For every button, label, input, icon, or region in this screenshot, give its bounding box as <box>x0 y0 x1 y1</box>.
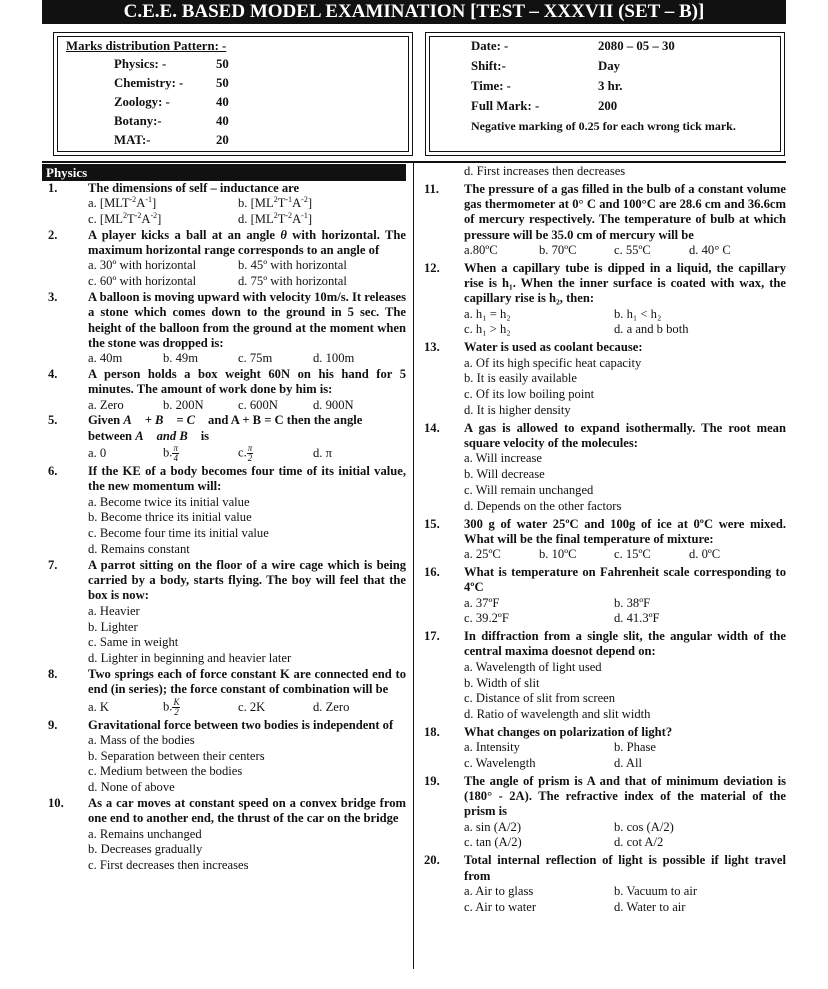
info-label: Date: - <box>471 39 509 53</box>
option-a[interactable]: a. sin (A/2) <box>464 819 522 834</box>
question-number: 19. <box>424 773 440 788</box>
option-b[interactable]: b. cos (A/2) <box>614 819 674 834</box>
question-number: 1. <box>48 181 58 195</box>
marks-value: 50 <box>216 57 229 71</box>
question-text: When a capillary tube is dipped in a liquid, the capillary rise is h₁. When the inner surface is coated with wax, the capillary rise is h₂, then: <box>464 260 786 306</box>
option-c[interactable]: c. 39.2ºF <box>464 611 509 626</box>
option-c[interactable]: c. tan (A/2) <box>464 835 522 850</box>
marks-subject: Zoology: - <box>114 95 170 109</box>
question-text: As a car moves at constant speed on a convex bridge from one end to another end, the thrust of the car on the bridge <box>88 795 406 826</box>
question-15 <box>418 517 786 563</box>
info-value: 200 <box>598 99 618 113</box>
question-10 <box>42 796 406 874</box>
option-b[interactable]: b. Lighter <box>88 619 138 634</box>
question-12 <box>418 261 786 338</box>
option-a[interactable]: a. Become twice its initial value <box>88 494 250 509</box>
option-a[interactable]: a. 40m <box>88 351 123 366</box>
option-d[interactable]: d. π <box>313 446 332 461</box>
option-b[interactable]: b. 49m <box>163 351 198 366</box>
option-c[interactable]: c. First decreases then increases <box>88 858 249 873</box>
question-number: 17. <box>424 629 440 644</box>
exam-title: C.E.E. BASED MODEL EXAMINATION [TEST – XXXVII (SET – B)] <box>42 0 786 24</box>
option-d[interactable]: d. 40° C <box>689 242 731 257</box>
option-a[interactable]: a.80ºC <box>464 242 498 257</box>
option-d[interactable]: d. a and b both <box>614 322 689 337</box>
option-b[interactable]: b. $[ML^2T^{-1}A^{-2}]$ <box>238 195 313 211</box>
option-b[interactable]: b. 10ºC <box>539 547 577 562</box>
question-text: What is temperature on Fahrenheit scale corresponding to 4ºC <box>464 564 786 595</box>
question-number: 10. <box>48 795 64 810</box>
question-text: A balloon is moving upward with velocity 10m/s. It releases a stone which comes down to the ground in 5 sec. The height of the balloon from the ground at the moment when the stone was dropped is: <box>88 290 406 350</box>
question-text: A person holds a box weight 60N on his hand for 5 minutes. The amount of work done by him is: <box>88 367 406 397</box>
option-a[interactable]: a. 37ºF <box>464 595 500 610</box>
option-a[interactable]: a. 25ºC <box>464 547 501 562</box>
question-text: A gas is allowed to expand isothermally. The root mean square velocity of the molecules: <box>464 420 786 451</box>
question-number: 7. <box>48 557 58 572</box>
option-d[interactable]: d. cot A/2 <box>614 835 664 850</box>
question-number: 16. <box>424 564 440 579</box>
marks-value: 40 <box>216 114 229 128</box>
question-text: A parrot sitting on the floor of a wire cage which is being carried by a body, starts flying. The boy will feel that the box is now: <box>88 557 406 603</box>
left-column <box>42 164 406 874</box>
question-text: Water is used as coolant because: <box>464 340 643 355</box>
option-a[interactable]: a. $[MLT^{-2}A^{-1}]$ <box>88 195 157 211</box>
question-text: The pressure of a gas filled in the bulb of a constant volume gas thermometer at 0° C and 100°C are 28.6 cm and 36.6cm of mercury respectively. The temperature of bulb at which pressure will be 35.0 cm of mercury will be <box>464 181 786 242</box>
marks-heading: Marks distribution Pattern: - <box>66 39 227 53</box>
option-c[interactable]: c. Wavelength <box>464 755 536 770</box>
question-19 <box>418 774 786 851</box>
right-column <box>418 164 786 915</box>
option-c[interactable]: c. 2K <box>238 699 266 714</box>
header-divider <box>42 161 786 163</box>
question-text: Total internal reflection of light is possible if light travel from <box>464 853 786 883</box>
option-b[interactable]: b. h₁ < h₂ <box>614 306 662 321</box>
question-text: What changes on polarization of light? <box>464 724 673 739</box>
option-c[interactable]: c. $[ML^2T^{-2}A^{-2}]$ <box>88 210 162 227</box>
option-c[interactable]: c. Same in weight <box>88 635 179 650</box>
marks-value: 50 <box>216 76 229 90</box>
option-d[interactable]: d. First increases then decreases <box>464 164 626 178</box>
question-3 <box>42 290 406 367</box>
option-c[interactable]: c. h₁ > h₂ <box>464 322 511 337</box>
option-b[interactable]: b. Separation between their centers <box>88 748 265 763</box>
question-text: Gravitational force between two bodies is independent of <box>88 717 394 732</box>
option-b[interactable]: b. $\frac{K}{2}$ <box>163 696 180 717</box>
question-2 <box>42 228 406 290</box>
option-c[interactable]: c. Of its low boiling point <box>464 387 595 402</box>
question-11 <box>418 182 786 259</box>
question-number: 4. <box>48 367 58 382</box>
question-number: 20. <box>424 853 440 868</box>
option-d[interactable]: d. 0ºC <box>689 547 721 562</box>
option-d[interactable]: d. None of above <box>88 780 175 795</box>
option-d[interactable]: d. 75º with horizontal <box>238 274 347 289</box>
option-c[interactable]: c. Medium between the bodies <box>88 764 243 779</box>
option-c[interactable]: c. 60º with horizontal <box>88 274 197 289</box>
question-text: A player kicks a ball at an angle θ with horizontal. The maximum horizontal range corresponds to an angle of <box>88 227 406 258</box>
info-value: Day <box>598 59 621 73</box>
option-d[interactable]: d. Remains constant <box>88 542 190 557</box>
marks-subject: Botany:- <box>114 114 162 128</box>
question-13 <box>418 340 786 418</box>
option-b[interactable]: b. It is easily available <box>464 371 577 386</box>
question-text: In diffraction from a single slit, the angular width of the central maxima doesnot depend on: <box>464 629 786 659</box>
option-b[interactable]: b. 70ºC <box>539 242 577 257</box>
option-a[interactable]: a. Zero <box>88 397 124 412</box>
option-d[interactable]: d. Zero <box>313 699 350 714</box>
option-a[interactable]: a. 0 <box>88 446 107 461</box>
option-d[interactable]: d. It is higher density <box>464 402 571 417</box>
option-c[interactable]: c. 75m <box>238 351 273 366</box>
option-d[interactable]: d. All <box>614 755 642 770</box>
option-b[interactable]: b. $\frac{\pi}{4}$ <box>163 443 178 464</box>
option-a[interactable]: a. Intensity <box>464 740 520 755</box>
column-divider <box>413 163 414 969</box>
info-value: 3 hr. <box>598 79 623 93</box>
marks-value: 40 <box>216 95 229 109</box>
question-16 <box>418 565 786 627</box>
option-a[interactable]: a. Heavier <box>88 603 140 618</box>
question-number: 13. <box>424 340 440 355</box>
question-text: The angle of prism is A and that of minimum deviation is (180° - 2A). The refractive index of the material of the prism is <box>464 773 786 819</box>
option-d[interactable]: d. $[ML^2T^{-2}A^{-1}]$ <box>238 210 313 227</box>
question-number: 18. <box>424 724 440 739</box>
question-20 <box>418 853 786 915</box>
marks-subject: MAT:- <box>114 133 151 147</box>
marks-distribution-box <box>53 32 413 156</box>
option-c[interactable]: c. 15ºC <box>614 547 651 562</box>
option-c[interactable]: c. 600N <box>238 397 278 412</box>
option-a[interactable]: a. Wavelength of light used <box>464 659 602 674</box>
info-value: 2080 – 05 – 30 <box>598 39 675 53</box>
question-7 <box>42 558 406 667</box>
option-d[interactable]: d. Lighter in beginning and heavier later <box>88 651 292 666</box>
option-c[interactable]: c. Air to water <box>464 899 537 914</box>
question-number: 8. <box>48 666 58 681</box>
option-c[interactable]: c. Distance of slit from screen <box>464 691 616 706</box>
option-a[interactable]: a. h₁ = h₂ <box>464 306 511 321</box>
option-b[interactable]: b. 38ºF <box>614 595 651 610</box>
question-number: 5. <box>48 413 58 428</box>
option-b[interactable]: b. Width of slit <box>464 675 540 690</box>
option-a[interactable]: a. Of its high specific heat capacity <box>464 355 642 370</box>
question-number: 12. <box>424 260 440 275</box>
question-number: 15. <box>424 516 440 531</box>
option-b[interactable]: b. Decreases gradually <box>88 842 203 857</box>
question-number: 9. <box>48 717 58 732</box>
option-c[interactable]: c. 55ºC <box>614 242 651 257</box>
option-a[interactable]: a. K <box>88 699 109 714</box>
question-text: If the KE of a body becomes four time of its initial value, the new momentum will: <box>88 464 406 494</box>
info-label: Time: - <box>471 79 511 93</box>
option-a[interactable]: a. Mass of the bodies <box>88 732 195 747</box>
marks-subject: Chemistry: - <box>114 76 184 90</box>
question-9 <box>42 718 406 796</box>
option-b[interactable]: b. 45º with horizontal <box>238 258 347 273</box>
question-number: 2. <box>48 227 58 242</box>
question-5 <box>42 413 406 464</box>
option-b[interactable]: b. Vacuum to air <box>614 883 698 898</box>
info-label: Shift:- <box>471 59 506 73</box>
option-b[interactable]: b. Will decrease <box>464 467 545 482</box>
question-text: 300 g of water 25ºC and 100g of ice at 0ºC were mixed. What will be the final temperature of mixture: <box>464 516 786 546</box>
option-a[interactable]: a. 30º with horizontal <box>88 258 197 273</box>
section-title: Physics <box>42 164 406 181</box>
option-b[interactable]: b. Become thrice its initial value <box>88 510 252 525</box>
question-text: Given A⃗ + B⃗ = C⃗ and A + B = C then the angle between A⃗ and B⃗ is <box>88 413 363 443</box>
info-label: Full Mark: - <box>471 99 540 113</box>
option-b[interactable]: b. 200N <box>163 397 204 412</box>
option-c[interactable]: c. $\frac{\pi}{2}$ <box>238 443 253 464</box>
question-18 <box>418 725 786 772</box>
negative-marking-note: Negative marking of 0.25 for each wrong tick mark. <box>471 119 736 133</box>
option-a[interactable]: a. Air to glass <box>464 883 534 898</box>
option-a[interactable]: a. Will increase <box>464 451 542 466</box>
question-text: Two springs each of force constant K are connected end to end (in series); the force constant of combination will be <box>88 666 406 697</box>
option-a[interactable]: a. Remains unchanged <box>88 826 202 841</box>
question-number: 6. <box>48 464 58 479</box>
question-6 <box>42 464 406 558</box>
option-c[interactable]: c. Become four time its initial value <box>88 526 269 541</box>
option-d[interactable]: d. Ratio of wavelength and slit width <box>464 707 651 722</box>
option-d[interactable]: d. Depends on the other factors <box>464 498 622 513</box>
question-1 <box>42 181 406 228</box>
question-number: 11. <box>424 181 440 196</box>
question-number: 3. <box>48 290 58 305</box>
question-17 <box>418 629 786 723</box>
question-8 <box>42 667 406 718</box>
marks-value: 20 <box>216 133 229 147</box>
question-number: 14. <box>424 420 440 435</box>
option-d[interactable]: d. 100m <box>313 351 355 366</box>
question-4 <box>42 367 406 413</box>
option-d[interactable]: d. 900N <box>313 397 354 412</box>
option-d[interactable]: d. 41.3ºF <box>614 611 660 626</box>
option-b[interactable]: b. Phase <box>614 740 656 755</box>
option-c[interactable]: c. Will remain unchanged <box>464 482 594 497</box>
exam-info-box <box>425 32 785 156</box>
question-14 <box>418 421 786 515</box>
question-text: The dimensions of self – inductance are <box>88 181 300 195</box>
marks-subject: Physics: - <box>114 57 167 71</box>
option-d[interactable]: d. Water to air <box>614 899 686 914</box>
